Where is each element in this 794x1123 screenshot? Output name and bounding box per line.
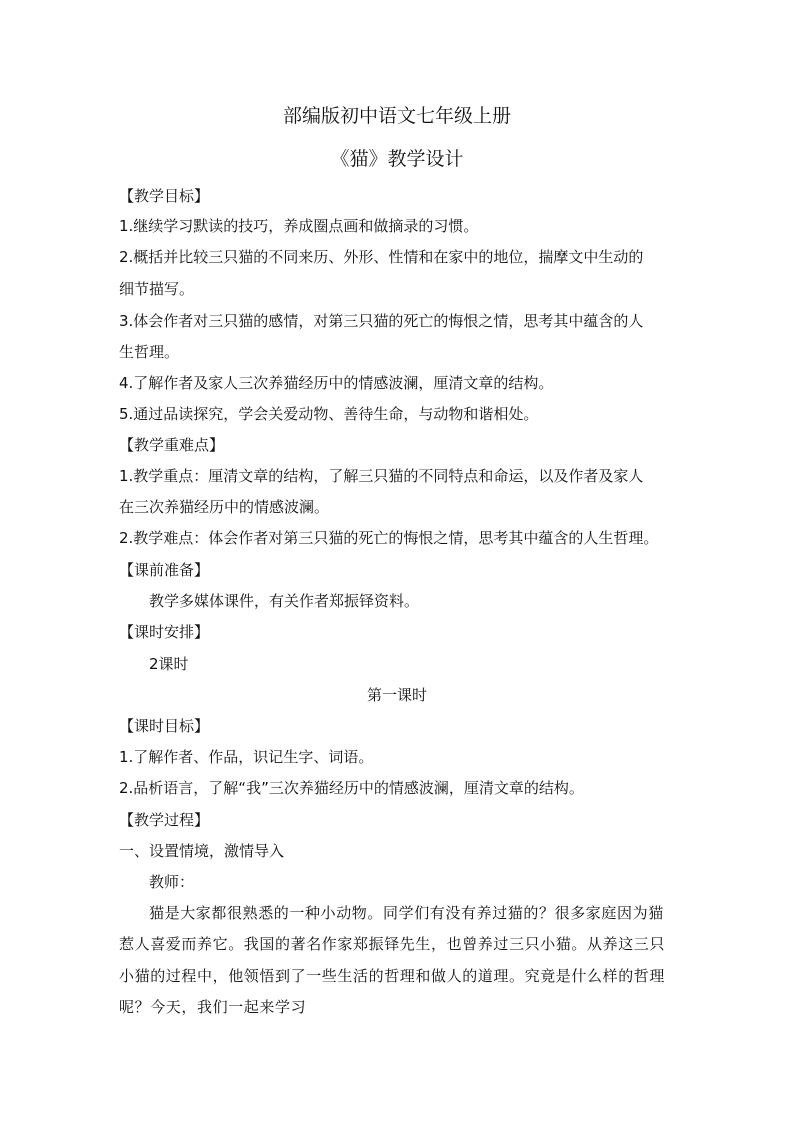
schedule-text: 2课时 [149,655,189,673]
goal-line: 5.通过品读探究，学会关爱动物、善待生命，与动物和谐相处。 [119,405,539,423]
document-title: 部编版初中语文七年级上册 [282,105,511,127]
teacher-speech-line: 惹人喜爱而养它。我国的著名作家郑振铎先生，也曾养过三只小猫。从养这三只 [119,935,666,953]
lesson-goal-line: 2.品析语言，了解“我”三次养猫经历中的情感波澜，厘清文章的结构。 [119,779,584,797]
goal-line: 1.继续学习默读的技巧，养成圈点画和做摘录的习惯。 [119,217,479,235]
teacher-speech-line: 小猫的过程中，他领悟到了一些生活的哲理和做人的道理。究竟是什么样的哲理 [119,967,666,985]
goal-line: 4.了解作者及家人三次养猫经历中的情感波澜，厘清文章的结构。 [119,374,554,392]
section-heading-goals: 【教学目标】 [119,187,210,205]
goal-line: 2.概括并比较三只猫的不同来历、外形、性情和在家中的地位，揣摩文中生动的 [119,248,644,266]
key-point-line: 1.教学重点：厘清文章的结构，了解三只猫的不同特点和命运，以及作者及家人 [119,467,644,485]
section-heading-lesson-goals: 【课时目标】 [119,717,210,735]
prep-text: 教学多媒体课件，有关作者郑振铎资料。 [149,592,420,610]
section-heading-key-points: 【教学重难点】 [119,436,225,454]
section-heading-prep: 【课前准备】 [119,561,210,579]
section-heading-schedule: 【课时安排】 [119,623,210,641]
lesson-title: 第一课时 [366,686,427,704]
goal-line: 3.体会作者对三只猫的感情，对第三只猫的死亡的悔恨之情，思考其中蕴含的人 [119,312,644,330]
goal-line: 细节描写。 [119,280,195,298]
document-subtitle: 《猫》教学设计 [330,148,464,170]
goal-line: 生哲理。 [119,343,180,361]
key-point-line: 2.教学难点：体会作者对第三只猫的死亡的悔恨之情，思考其中蕴含的人生哲理。 [119,529,659,547]
teacher-speech-line: 呢？今天，我们一起来学习 [119,998,307,1016]
section-heading-process: 【教学过程】 [119,811,210,829]
teacher-speech-line: 猫是大家都很熟悉的一种小动物。同学们有没有养过猫的？很多家庭因为猫 [149,904,664,922]
key-point-line: 在三次养猫经历中的情感波澜。 [119,498,330,516]
teacher-label: 教师： [149,873,195,891]
process-step-1: 一、设置情境，激情导入 [119,842,285,860]
lesson-goal-line: 1.了解作者、作品，识记生字、词语。 [119,748,374,766]
